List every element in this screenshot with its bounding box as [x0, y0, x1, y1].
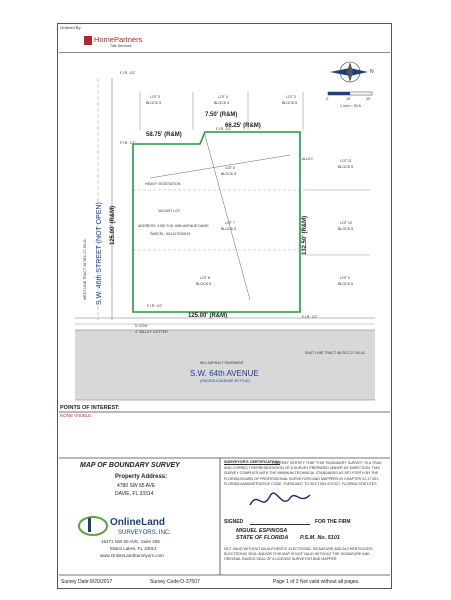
east-line: EAST LINE TRACT 48 SEC.27-50-41	[305, 351, 365, 355]
signature-scribble	[250, 493, 310, 505]
asphalt-label: 56'± ASPHALT PAVEMENT	[200, 361, 244, 365]
scale-bar	[328, 92, 372, 95]
address-on-map: ADDRESS: 4780 S.W. 65th AVENUE DAVIE	[138, 224, 209, 228]
north-arrow-icon	[330, 62, 368, 82]
scale-tick-0: 0'	[326, 97, 329, 101]
lot-top-2: LOT 4	[218, 95, 228, 99]
sw-avenue: S.W. 64th AVENUE	[190, 369, 259, 378]
dim-top-offset: 7.50' (R&M)	[205, 112, 238, 118]
logo-brand: OnlineLand	[110, 517, 165, 528]
lot-in-1: LOT 6	[225, 166, 235, 170]
valley-gutter-label: 4' VALLEY GUTTER	[135, 330, 168, 334]
logo-line-1: 15271 NW 60 AVE, Suite 206	[101, 539, 160, 544]
lot-in-2: LOT 7	[225, 221, 235, 225]
page-note: Page 1 of 3 Not valid without all pages.	[273, 579, 360, 585]
property-boundary	[133, 132, 300, 312]
cgw-label: 5' CGW	[135, 324, 148, 328]
block-right-2: BLOCK 5	[338, 227, 354, 231]
lot-right-3: LOT 9	[340, 276, 350, 280]
block-in-1: BLOCK 5	[221, 172, 237, 176]
vacant-lot: VACANT LOT	[158, 209, 181, 213]
fir-label: F.I.R. 1/2"	[302, 315, 318, 319]
for-the-firm: FOR THE FIRM	[315, 519, 351, 525]
block-top-1: BLOCK 5	[146, 101, 162, 105]
alley-label: ALLEY	[302, 157, 314, 161]
company-name: HomePartners	[94, 35, 143, 44]
dim-left: 125.00' (R&M)	[110, 205, 116, 245]
lot-top-3: LOT 3	[286, 95, 296, 99]
lot-right-1: LOT 11	[340, 159, 352, 163]
block-in-3: BLOCK 5	[196, 282, 212, 286]
signed-label: SIGNED	[224, 519, 244, 525]
block-right-3: BLOCK 5	[338, 282, 354, 286]
certification-title: SURVEYOR'S CERTIFICATION:	[224, 460, 281, 464]
heavy-vegetation: HEAVY VEGETATION	[145, 182, 181, 186]
sw-avenue-sub: (OSCEOLA AVENUE BY PLAT)	[200, 379, 251, 383]
lot-right-2: LOT 10	[340, 221, 352, 225]
address-line-2: DAVIE, FL 33314	[115, 491, 154, 497]
dim-top-right: 66.25' (R&M)	[225, 123, 261, 129]
survey-code: Survey Code:O-37507	[150, 579, 200, 585]
block-top-3: BLOCK 5	[282, 101, 298, 105]
block-in-2: BLOCK 5	[221, 227, 237, 231]
lot-in-3: LOT 8	[200, 276, 210, 280]
logo-line-3: www.OnlineLandSurveyors.com	[100, 553, 164, 558]
dim-bottom: 125.00' (R&M)	[188, 313, 228, 319]
fir-label: F.I.R. 1/2"	[120, 71, 136, 75]
logo-line-2: Miami Lakes, FL 33014	[110, 546, 157, 551]
survey-date: Survey Date:9/20/2017	[61, 579, 113, 585]
dim-top-left: 58.75' (R&M)	[146, 132, 182, 138]
fir-label: F.I.R. 1/2"	[147, 304, 163, 308]
company-sub: Title Services	[110, 44, 132, 48]
certification-body: I HEREBY CERTIFY THAT THIS "BOUNDARY SURVEY" IS A TRUE AND CORRECT REPRESENTATION OF A SURVEY PREPARED UNDER MY DIRECTION. THIS SURVEY COMPLIES WITH THE MINIMUM TECHNICAL STANDARDS AS SET FORTH BY THE FLORIDA BOARD OF PROFESSIONAL SURVEYORS AND MAPPERS IN CHAPTER 5J-17.051, FLORIDA ADMINISTRATIVE CODE, PURSUANT TO SECTION 472.027, FLORIDA STATUTES.	[224, 461, 382, 486]
map-title: MAP OF BOUNDARY SURVEY	[80, 462, 180, 469]
signature-note: NOT VALID WITHOUT AN AUTHENTIC ELECTRONIC SIGNATURE AND AUTHENTICATED ELECTRONIC SEAL AND/OR THIS MAP IS NOT VALID WITHOUT THE SIGNATURE AND ORIGINAL RAISED SEAL OF A LICENSE SURVEYOR AND MAPPER.	[224, 547, 373, 561]
compass-north: N	[370, 69, 374, 75]
block-right-1: BLOCK 5	[338, 165, 354, 169]
address-label: Property Address:	[115, 474, 168, 480]
poi-value: NONE VISIBLE.	[60, 413, 93, 418]
street-west: S.W. 46th STREET (NOT OPEN)	[96, 202, 103, 305]
west-line: WEST LINE TRACT 48 SEC.27-50-41	[83, 239, 87, 300]
ordered-by-label: Ordered By:	[60, 25, 82, 30]
lot-top-1: LOT 5	[150, 95, 160, 99]
surveyor-state: STATE OF FLORIDA	[236, 535, 289, 541]
fir-label: F.I.R. 1/2"	[216, 127, 232, 131]
parcel-on-map: PARCEL: 504127030810	[150, 232, 191, 236]
signature-line	[250, 524, 310, 525]
surveyor-psm: P.S.M. No. 5101	[300, 535, 340, 541]
address-line-1: 4780 SW 65 AVE	[117, 483, 156, 489]
scale-note: 1 inch = 30 ft.	[340, 104, 362, 108]
logo-sub: SURVEYORS, INC.	[118, 530, 171, 536]
surveyor-name: MIGUEL ESPINOSA	[236, 528, 288, 534]
scale-tick-1: 15'	[346, 97, 351, 101]
dim-right: 132.50' (R&M)	[302, 215, 308, 255]
onlineland-logo-icon	[79, 517, 107, 535]
poi-title: POINTS OF INTEREST:	[60, 405, 120, 411]
block-top-2: BLOCK 5	[214, 101, 230, 105]
fir-label: F.I.R. 1/2"	[120, 141, 136, 145]
scale-tick-2: 30'	[366, 97, 371, 101]
